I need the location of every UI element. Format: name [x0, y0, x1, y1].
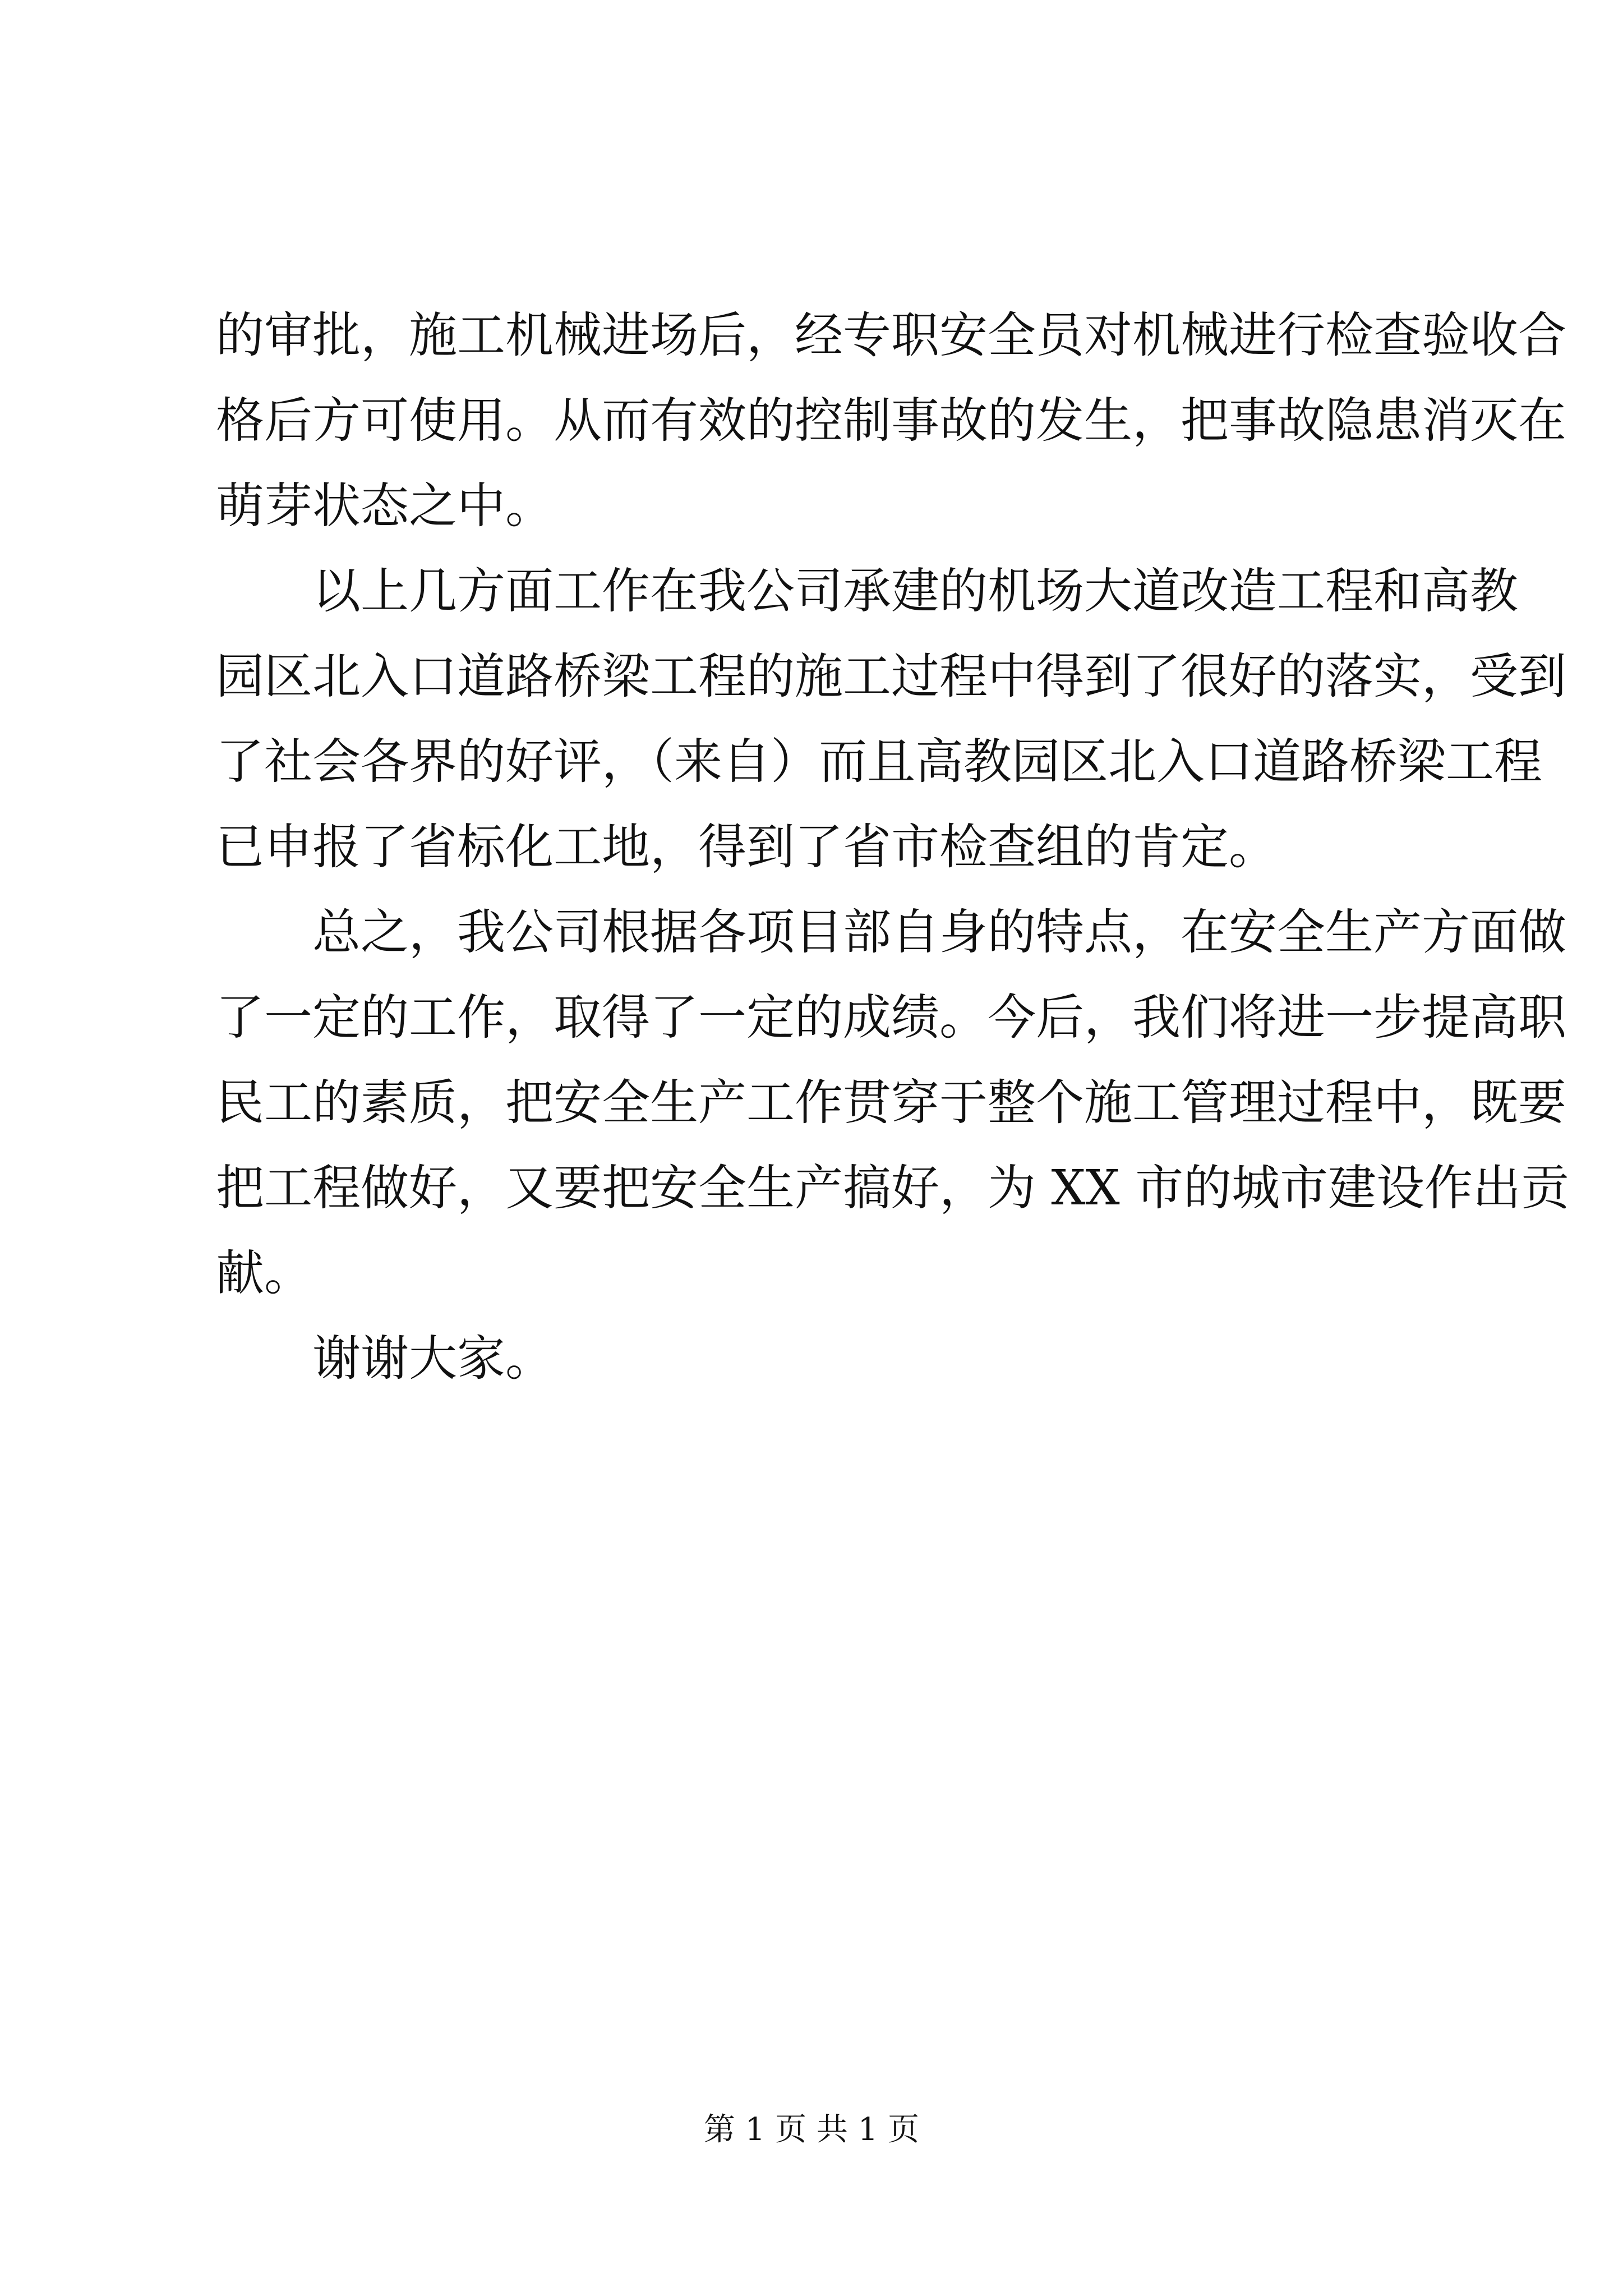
paragraph-line: 了一定的工作，取得了一定的成绩。今后，我们将进一步提高职 — [216, 990, 1566, 1046]
paragraph-line: 了社会各界的好评，（来自）而且高教园区北入口道路桥梁工程 — [216, 734, 1542, 790]
paragraph-line: 献。 — [216, 1245, 312, 1301]
paragraph-line: 已申报了省标化工地，得到了省市检查组的肯定。 — [216, 819, 1277, 875]
page-footer: 第 1 页 共 1 页 — [703, 2111, 920, 2148]
paragraph-line: 格后方可使用。从而有效的控制事故的发生，把事故隐患消灭在 — [216, 393, 1566, 449]
paragraph-line: 民工的素质，把安全生产工作贯穿于整个施工管理过程中，既要 — [216, 1075, 1566, 1131]
paragraph-line: 的审批，施工机械进场后，经专职安全员对机械进行检查验收合 — [216, 307, 1566, 364]
closing-line: 谢谢大家。 — [216, 1331, 554, 1387]
paragraph-line: 萌芽状态之中。 — [216, 478, 554, 534]
paragraph-line: 把工程做好，又要把安全生产搞好，为 XX 市的城市建设作出贡 — [216, 1160, 1570, 1216]
paragraph-line: 总之，我公司根据各项目部自身的特点，在安全生产方面做 — [216, 904, 1566, 960]
paragraph-line: 园区北入口道路桥梁工程的施工过程中得到了很好的落实，受到 — [216, 648, 1566, 705]
paragraph-line: 以上几方面工作在我公司承建的机场大道改造工程和高教 — [216, 563, 1518, 619]
